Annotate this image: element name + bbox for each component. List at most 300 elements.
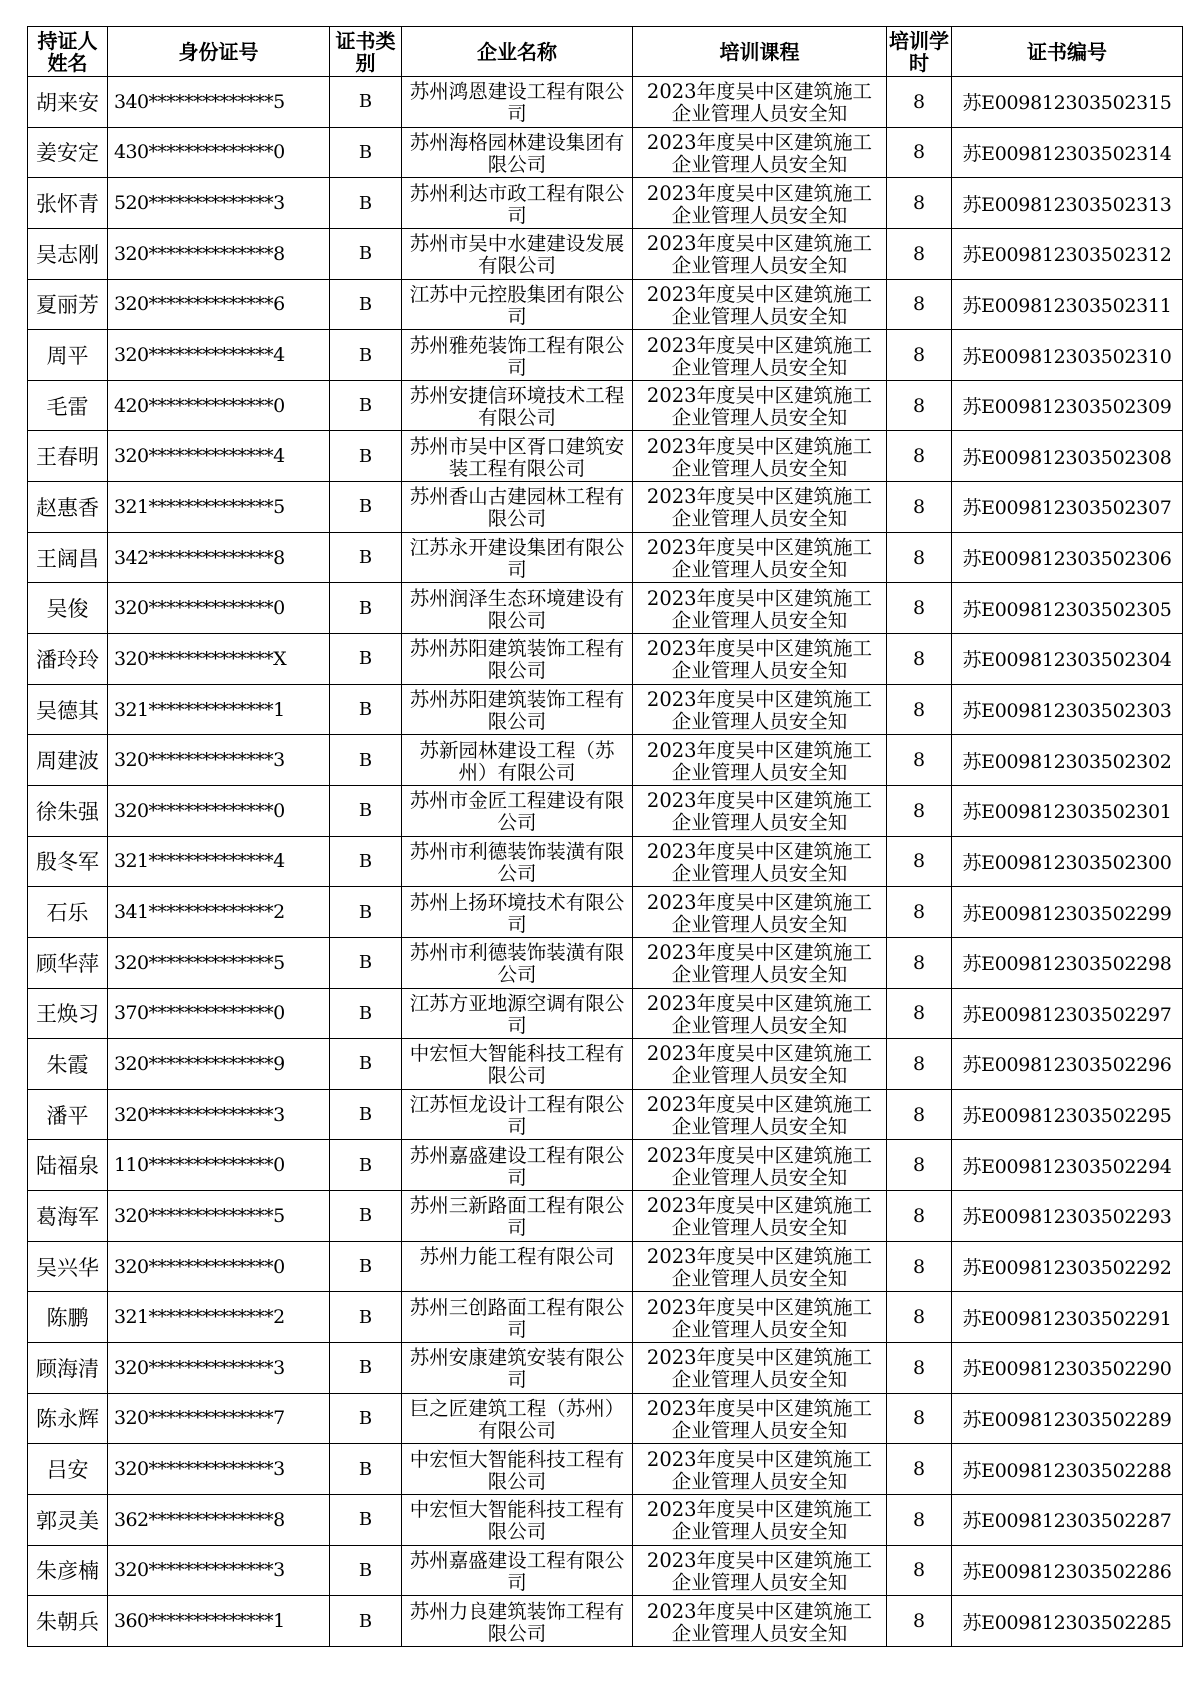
cell-hours: 8	[887, 532, 952, 583]
cell-cert-number: 苏E009812303502285	[952, 1596, 1183, 1647]
company-text: 中宏恒大智能科技工程有限公司	[409, 1498, 625, 1544]
cell-cert-number: 苏E009812303502288	[952, 1444, 1183, 1495]
cell-holder-name: 顾海清	[28, 1343, 108, 1394]
cell-cert-number: 苏E009812303502293	[952, 1191, 1183, 1242]
cell-company	[402, 1292, 633, 1343]
company-text: 苏州鸿恩建设工程有限公司	[409, 80, 625, 126]
cell-cert-category: B	[330, 1596, 402, 1647]
cell-course	[633, 1292, 887, 1343]
course-text: 2023年度吴中区建筑施工企业管理人员安全知	[646, 1599, 873, 1645]
cell-cert-number: 苏E009812303502306	[952, 532, 1183, 583]
cell-course	[633, 735, 887, 786]
cell-course	[633, 431, 887, 482]
cell-company	[402, 988, 633, 1039]
course-text: 2023年度吴中区建筑施工企业管理人员安全知	[646, 384, 873, 430]
cell-holder-name: 殷冬军	[28, 836, 108, 887]
cell-company	[402, 1140, 633, 1191]
table-row	[28, 1140, 1183, 1191]
cell-holder-name: 赵惠香	[28, 482, 108, 533]
cell-cert-number: 苏E009812303502294	[952, 1140, 1183, 1191]
course-text: 2023年度吴中区建筑施工企业管理人员安全知	[646, 1346, 873, 1392]
cell-cert-category: B	[330, 330, 402, 381]
course-text: 2023年度吴中区建筑施工企业管理人员安全知	[646, 1093, 873, 1139]
cell-course	[633, 1596, 887, 1647]
company-text: 苏州三创路面工程有限公司	[409, 1295, 625, 1341]
cell-holder-name: 吴俊	[28, 583, 108, 634]
cell-hours: 8	[887, 836, 952, 887]
table-row	[28, 380, 1183, 431]
course-text: 2023年度吴中区建筑施工企业管理人员安全知	[646, 1498, 873, 1544]
company-text: 江苏中元控股集团有限公司	[409, 282, 625, 328]
cell-company	[402, 785, 633, 836]
cell-id-number: 340**************5	[108, 77, 330, 128]
cell-id-number: 370**************0	[108, 988, 330, 1039]
course-text: 2023年度吴中区建筑施工企业管理人员安全知	[646, 1194, 873, 1240]
cell-hours: 8	[887, 684, 952, 735]
cell-holder-name: 潘平	[28, 1089, 108, 1140]
course-text: 2023年度吴中区建筑施工企业管理人员安全知	[646, 1447, 873, 1493]
cell-hours: 8	[887, 887, 952, 938]
cell-id-number: 320**************3	[108, 1343, 330, 1394]
cell-hours: 8	[887, 988, 952, 1039]
cell-id-number: 320**************4	[108, 330, 330, 381]
cell-cert-number: 苏E009812303502313	[952, 178, 1183, 229]
cell-cert-number: 苏E009812303502291	[952, 1292, 1183, 1343]
cell-company	[402, 1343, 633, 1394]
cell-company	[402, 330, 633, 381]
table-row	[28, 988, 1183, 1039]
course-text: 2023年度吴中区建筑施工企业管理人员安全知	[646, 1548, 873, 1594]
cell-cert-number: 苏E009812303502315	[952, 77, 1183, 128]
cell-course	[633, 887, 887, 938]
cell-course	[633, 785, 887, 836]
company-text: 苏州市金匠工程建设有限公司	[409, 789, 625, 835]
table-row	[28, 684, 1183, 735]
cell-course	[633, 988, 887, 1039]
cell-holder-name: 陆福泉	[28, 1140, 108, 1191]
cell-cert-number: 苏E009812303502300	[952, 836, 1183, 887]
cell-hours: 8	[887, 1444, 952, 1495]
cell-course	[633, 836, 887, 887]
cell-course	[633, 532, 887, 583]
course-text: 2023年度吴中区建筑施工企业管理人员安全知	[646, 688, 873, 733]
table-row	[28, 1545, 1183, 1596]
cell-cert-number: 苏E009812303502307	[952, 482, 1183, 533]
cell-company	[402, 836, 633, 887]
table-row	[28, 431, 1183, 482]
cell-holder-name: 朱朝兵	[28, 1596, 108, 1647]
table-row	[28, 1596, 1183, 1647]
company-text: 苏州润泽生态环境建设有限公司	[409, 586, 625, 632]
header-cert-category: 证书类别	[330, 27, 402, 77]
company-text: 苏州利达市政工程有限公司	[409, 181, 625, 227]
cell-holder-name: 周建波	[28, 735, 108, 786]
cell-id-number: 320**************3	[108, 1089, 330, 1140]
cell-company	[402, 380, 633, 431]
cell-holder-name: 周平	[28, 330, 108, 381]
cell-company	[402, 1494, 633, 1545]
company-text: 苏州香山古建园林工程有限公司	[409, 485, 625, 531]
cell-hours: 8	[887, 785, 952, 836]
cell-holder-name: 葛海军	[28, 1191, 108, 1242]
cell-course	[633, 1545, 887, 1596]
cell-cert-category: B	[330, 887, 402, 938]
cell-course	[633, 1393, 887, 1444]
table-row	[28, 1343, 1183, 1394]
cell-id-number: 320**************5	[108, 937, 330, 988]
course-text: 2023年度吴中区建筑施工企业管理人员安全知	[646, 536, 873, 582]
company-text: 巨之匠建筑工程（苏州）有限公司	[409, 1396, 625, 1442]
company-text: 苏州嘉盛建设工程有限公司	[409, 1143, 625, 1189]
company-text: 苏州苏阳建筑装饰工程有限公司	[409, 688, 625, 733]
cell-company	[402, 482, 633, 533]
course-text: 2023年度吴中区建筑施工企业管理人员安全知	[646, 282, 873, 328]
certificate-table	[27, 26, 1183, 1647]
header-hours: 培训学时	[887, 27, 952, 77]
cell-id-number: 321**************4	[108, 836, 330, 887]
cell-id-number: 320**************0	[108, 1241, 330, 1292]
cell-id-number: 420**************0	[108, 380, 330, 431]
cell-holder-name: 陈永辉	[28, 1393, 108, 1444]
cell-company	[402, 684, 633, 735]
course-text: 2023年度吴中区建筑施工企业管理人员安全知	[646, 1295, 873, 1341]
table-row	[28, 330, 1183, 381]
cell-hours: 8	[887, 1241, 952, 1292]
cell-company	[402, 532, 633, 583]
header-id-number: 身份证号	[108, 27, 330, 77]
table-row	[28, 583, 1183, 634]
cell-course	[633, 279, 887, 330]
cell-holder-name: 石乐	[28, 887, 108, 938]
cell-company	[402, 127, 633, 178]
cell-id-number: 360**************1	[108, 1596, 330, 1647]
cell-company	[402, 431, 633, 482]
cell-company	[402, 634, 633, 685]
cell-id-number: 520**************3	[108, 178, 330, 229]
cell-holder-name: 毛雷	[28, 380, 108, 431]
cell-cert-category: B	[330, 1039, 402, 1090]
course-text: 2023年度吴中区建筑施工企业管理人员安全知	[646, 1396, 873, 1442]
cell-id-number: 362**************8	[108, 1494, 330, 1545]
cell-hours: 8	[887, 583, 952, 634]
cell-hours: 8	[887, 1089, 952, 1140]
cell-cert-category: B	[330, 77, 402, 128]
course-text: 2023年度吴中区建筑施工企业管理人员安全知	[646, 1042, 873, 1088]
table-row	[28, 127, 1183, 178]
cell-cert-number: 苏E009812303502301	[952, 785, 1183, 836]
cell-hours: 8	[887, 937, 952, 988]
cell-cert-category: B	[330, 684, 402, 735]
cell-hours: 8	[887, 228, 952, 279]
course-text: 2023年度吴中区建筑施工企业管理人员安全知	[646, 434, 873, 480]
cell-holder-name: 胡来安	[28, 77, 108, 128]
cell-id-number: 320**************6	[108, 279, 330, 330]
course-text: 2023年度吴中区建筑施工企业管理人员安全知	[646, 637, 873, 683]
cell-company	[402, 1039, 633, 1090]
cell-cert-number: 苏E009812303502303	[952, 684, 1183, 735]
cell-cert-category: B	[330, 431, 402, 482]
cell-cert-category: B	[330, 583, 402, 634]
cell-id-number: 320**************3	[108, 735, 330, 786]
cell-id-number: 110**************0	[108, 1140, 330, 1191]
cell-company	[402, 1393, 633, 1444]
cell-cert-number: 苏E009812303502295	[952, 1089, 1183, 1140]
cell-holder-name: 徐朱强	[28, 785, 108, 836]
cell-hours: 8	[887, 1039, 952, 1090]
cell-course	[633, 1039, 887, 1090]
company-text: 苏州市利德装饰装潢有限公司	[409, 839, 625, 885]
cell-cert-number: 苏E009812303502297	[952, 988, 1183, 1039]
cell-cert-number: 苏E009812303502292	[952, 1241, 1183, 1292]
cell-holder-name: 吕安	[28, 1444, 108, 1495]
cell-cert-category: B	[330, 380, 402, 431]
cell-company	[402, 937, 633, 988]
cell-id-number: 341**************2	[108, 887, 330, 938]
course-text: 2023年度吴中区建筑施工企业管理人员安全知	[646, 586, 873, 632]
company-text: 江苏恒龙设计工程有限公司	[409, 1093, 625, 1139]
course-text: 2023年度吴中区建筑施工企业管理人员安全知	[646, 130, 873, 176]
course-text: 2023年度吴中区建筑施工企业管理人员安全知	[646, 1245, 873, 1291]
cell-course	[633, 937, 887, 988]
cell-holder-name: 吴德其	[28, 684, 108, 735]
cell-id-number: 320**************0	[108, 785, 330, 836]
table-row	[28, 836, 1183, 887]
cell-course	[633, 77, 887, 128]
cell-holder-name: 吴兴华	[28, 1241, 108, 1292]
table-row	[28, 1089, 1183, 1140]
table-row	[28, 77, 1183, 128]
cell-course	[633, 1343, 887, 1394]
cell-holder-name: 姜安定	[28, 127, 108, 178]
cell-holder-name: 王焕习	[28, 988, 108, 1039]
header-cert-number: 证书编号	[952, 27, 1183, 77]
table-row	[28, 785, 1183, 836]
cell-holder-name: 郭灵美	[28, 1494, 108, 1545]
cell-hours: 8	[887, 178, 952, 229]
cell-holder-name: 王春明	[28, 431, 108, 482]
table-row	[28, 532, 1183, 583]
cell-cert-number: 苏E009812303502314	[952, 127, 1183, 178]
cell-company	[402, 178, 633, 229]
cell-cert-category: B	[330, 279, 402, 330]
course-text: 2023年度吴中区建筑施工企业管理人员安全知	[646, 839, 873, 885]
cell-id-number: 430**************0	[108, 127, 330, 178]
course-text: 2023年度吴中区建筑施工企业管理人员安全知	[646, 232, 873, 278]
cell-company	[402, 1241, 633, 1292]
cell-cert-number: 苏E009812303502298	[952, 937, 1183, 988]
cell-cert-number: 苏E009812303502312	[952, 228, 1183, 279]
course-text: 2023年度吴中区建筑施工企业管理人员安全知	[646, 738, 873, 784]
cell-hours: 8	[887, 380, 952, 431]
header-course: 培训课程	[633, 27, 887, 77]
cell-course	[633, 330, 887, 381]
cell-hours: 8	[887, 279, 952, 330]
cell-holder-name: 朱彦楠	[28, 1545, 108, 1596]
company-text: 苏州力能工程有限公司	[419, 1245, 615, 1269]
cell-id-number: 342**************8	[108, 532, 330, 583]
cell-cert-category: B	[330, 1241, 402, 1292]
cell-company	[402, 1444, 633, 1495]
cell-hours: 8	[887, 1140, 952, 1191]
cell-company	[402, 887, 633, 938]
cell-cert-category: B	[330, 1393, 402, 1444]
cell-course	[633, 1241, 887, 1292]
company-text: 苏州市利德装饰装潢有限公司	[409, 941, 625, 987]
cell-id-number: 321**************2	[108, 1292, 330, 1343]
table-row	[28, 1444, 1183, 1495]
cell-hours: 8	[887, 1545, 952, 1596]
cell-course	[633, 228, 887, 279]
cell-cert-category: B	[330, 634, 402, 685]
cell-cert-number: 苏E009812303502310	[952, 330, 1183, 381]
company-text: 中宏恒大智能科技工程有限公司	[409, 1447, 625, 1493]
company-text: 苏州市吴中水建建设发展有限公司	[409, 232, 625, 278]
cell-cert-number: 苏E009812303502309	[952, 380, 1183, 431]
company-text: 苏州安康建筑安装有限公司	[409, 1346, 625, 1392]
cell-cert-number: 苏E009812303502305	[952, 583, 1183, 634]
cell-course	[633, 1494, 887, 1545]
company-text: 苏州苏阳建筑装饰工程有限公司	[409, 637, 625, 683]
cell-cert-number: 苏E009812303502296	[952, 1039, 1183, 1090]
cell-hours: 8	[887, 1393, 952, 1444]
cell-cert-category: B	[330, 937, 402, 988]
table-row	[28, 887, 1183, 938]
cell-cert-category: B	[330, 1444, 402, 1495]
cell-cert-category: B	[330, 1191, 402, 1242]
cell-course	[633, 1444, 887, 1495]
cell-holder-name: 潘玲玲	[28, 634, 108, 685]
cell-cert-category: B	[330, 1545, 402, 1596]
header-row	[28, 27, 1183, 77]
cell-company	[402, 1191, 633, 1242]
cell-company	[402, 279, 633, 330]
cell-holder-name: 张怀青	[28, 178, 108, 229]
table-row	[28, 937, 1183, 988]
cell-id-number: 320**************7	[108, 1393, 330, 1444]
company-text: 中宏恒大智能科技工程有限公司	[409, 1042, 625, 1088]
course-text: 2023年度吴中区建筑施工企业管理人员安全知	[646, 1143, 873, 1189]
cell-cert-category: B	[330, 785, 402, 836]
cell-cert-category: B	[330, 735, 402, 786]
cell-course	[633, 178, 887, 229]
company-text: 苏州上扬环境技术有限公司	[409, 890, 625, 936]
cell-course	[633, 127, 887, 178]
cell-hours: 8	[887, 431, 952, 482]
cell-cert-number: 苏E009812303502289	[952, 1393, 1183, 1444]
cell-cert-category: B	[330, 1343, 402, 1394]
course-text: 2023年度吴中区建筑施工企业管理人员安全知	[646, 485, 873, 531]
table-row	[28, 482, 1183, 533]
table-row	[28, 1292, 1183, 1343]
cell-hours: 8	[887, 634, 952, 685]
course-text: 2023年度吴中区建筑施工企业管理人员安全知	[646, 181, 873, 227]
cell-course	[633, 1089, 887, 1140]
cell-company	[402, 77, 633, 128]
cell-hours: 8	[887, 127, 952, 178]
company-text: 江苏方亚地源空调有限公司	[409, 991, 625, 1037]
cell-company	[402, 228, 633, 279]
cell-hours: 8	[887, 77, 952, 128]
cell-hours: 8	[887, 1191, 952, 1242]
course-text: 2023年度吴中区建筑施工企业管理人员安全知	[646, 941, 873, 987]
cell-cert-number: 苏E009812303502308	[952, 431, 1183, 482]
table-row	[28, 1494, 1183, 1545]
course-text: 2023年度吴中区建筑施工企业管理人员安全知	[646, 789, 873, 835]
cell-id-number: 320**************9	[108, 1039, 330, 1090]
cell-cert-number: 苏E009812303502286	[952, 1545, 1183, 1596]
cell-cert-number: 苏E009812303502299	[952, 887, 1183, 938]
company-text: 苏州海格园林建设集团有限公司	[409, 130, 625, 176]
cell-cert-category: B	[330, 1140, 402, 1191]
course-text: 2023年度吴中区建筑施工企业管理人员安全知	[646, 333, 873, 379]
table-row	[28, 1241, 1183, 1292]
cell-cert-number: 苏E009812303502311	[952, 279, 1183, 330]
cell-cert-category: B	[330, 532, 402, 583]
company-text: 苏州市吴中区胥口建筑安装工程有限公司	[409, 434, 625, 480]
cell-course	[633, 1191, 887, 1242]
cell-holder-name: 朱霞	[28, 1039, 108, 1090]
cell-hours: 8	[887, 1343, 952, 1394]
cell-course	[633, 380, 887, 431]
cell-holder-name: 王阔昌	[28, 532, 108, 583]
cell-company	[402, 1596, 633, 1647]
cell-cert-category: B	[330, 178, 402, 229]
table-row	[28, 178, 1183, 229]
company-text: 苏州三新路面工程有限公司	[409, 1194, 625, 1240]
cell-course	[633, 583, 887, 634]
course-text: 2023年度吴中区建筑施工企业管理人员安全知	[646, 80, 873, 126]
cell-company	[402, 1089, 633, 1140]
cell-course	[633, 1140, 887, 1191]
cell-cert-category: B	[330, 1494, 402, 1545]
company-text: 苏州力良建筑装饰工程有限公司	[409, 1599, 625, 1645]
table-row	[28, 634, 1183, 685]
table-row	[28, 228, 1183, 279]
cell-cert-category: B	[330, 1292, 402, 1343]
header-company: 企业名称	[402, 27, 633, 77]
cell-hours: 8	[887, 482, 952, 533]
cell-hours: 8	[887, 1494, 952, 1545]
cell-course	[633, 482, 887, 533]
company-text: 苏州安捷信环境技术工程有限公司	[409, 384, 625, 430]
cell-holder-name: 吴志刚	[28, 228, 108, 279]
cell-id-number: 321**************5	[108, 482, 330, 533]
table-row	[28, 1393, 1183, 1444]
cell-id-number: 321**************1	[108, 684, 330, 735]
table-row	[28, 1039, 1183, 1090]
cell-course	[633, 634, 887, 685]
cell-cert-category: B	[330, 228, 402, 279]
cell-cert-category: B	[330, 127, 402, 178]
cell-holder-name: 夏丽芳	[28, 279, 108, 330]
cell-cert-category: B	[330, 988, 402, 1039]
table-row	[28, 735, 1183, 786]
cell-id-number: 320**************4	[108, 431, 330, 482]
cell-company	[402, 583, 633, 634]
header-name: 持证人姓名	[28, 27, 108, 77]
cell-cert-number: 苏E009812303502302	[952, 735, 1183, 786]
cell-id-number: 320**************3	[108, 1545, 330, 1596]
cell-company	[402, 1545, 633, 1596]
cell-cert-category: B	[330, 482, 402, 533]
cell-cert-number: 苏E009812303502304	[952, 634, 1183, 685]
table-row	[28, 1191, 1183, 1242]
cell-hours: 8	[887, 735, 952, 786]
cell-id-number: 320**************5	[108, 1191, 330, 1242]
cell-id-number: 320**************8	[108, 228, 330, 279]
cell-course	[633, 684, 887, 735]
company-text: 苏州嘉盛建设工程有限公司	[409, 1548, 625, 1594]
